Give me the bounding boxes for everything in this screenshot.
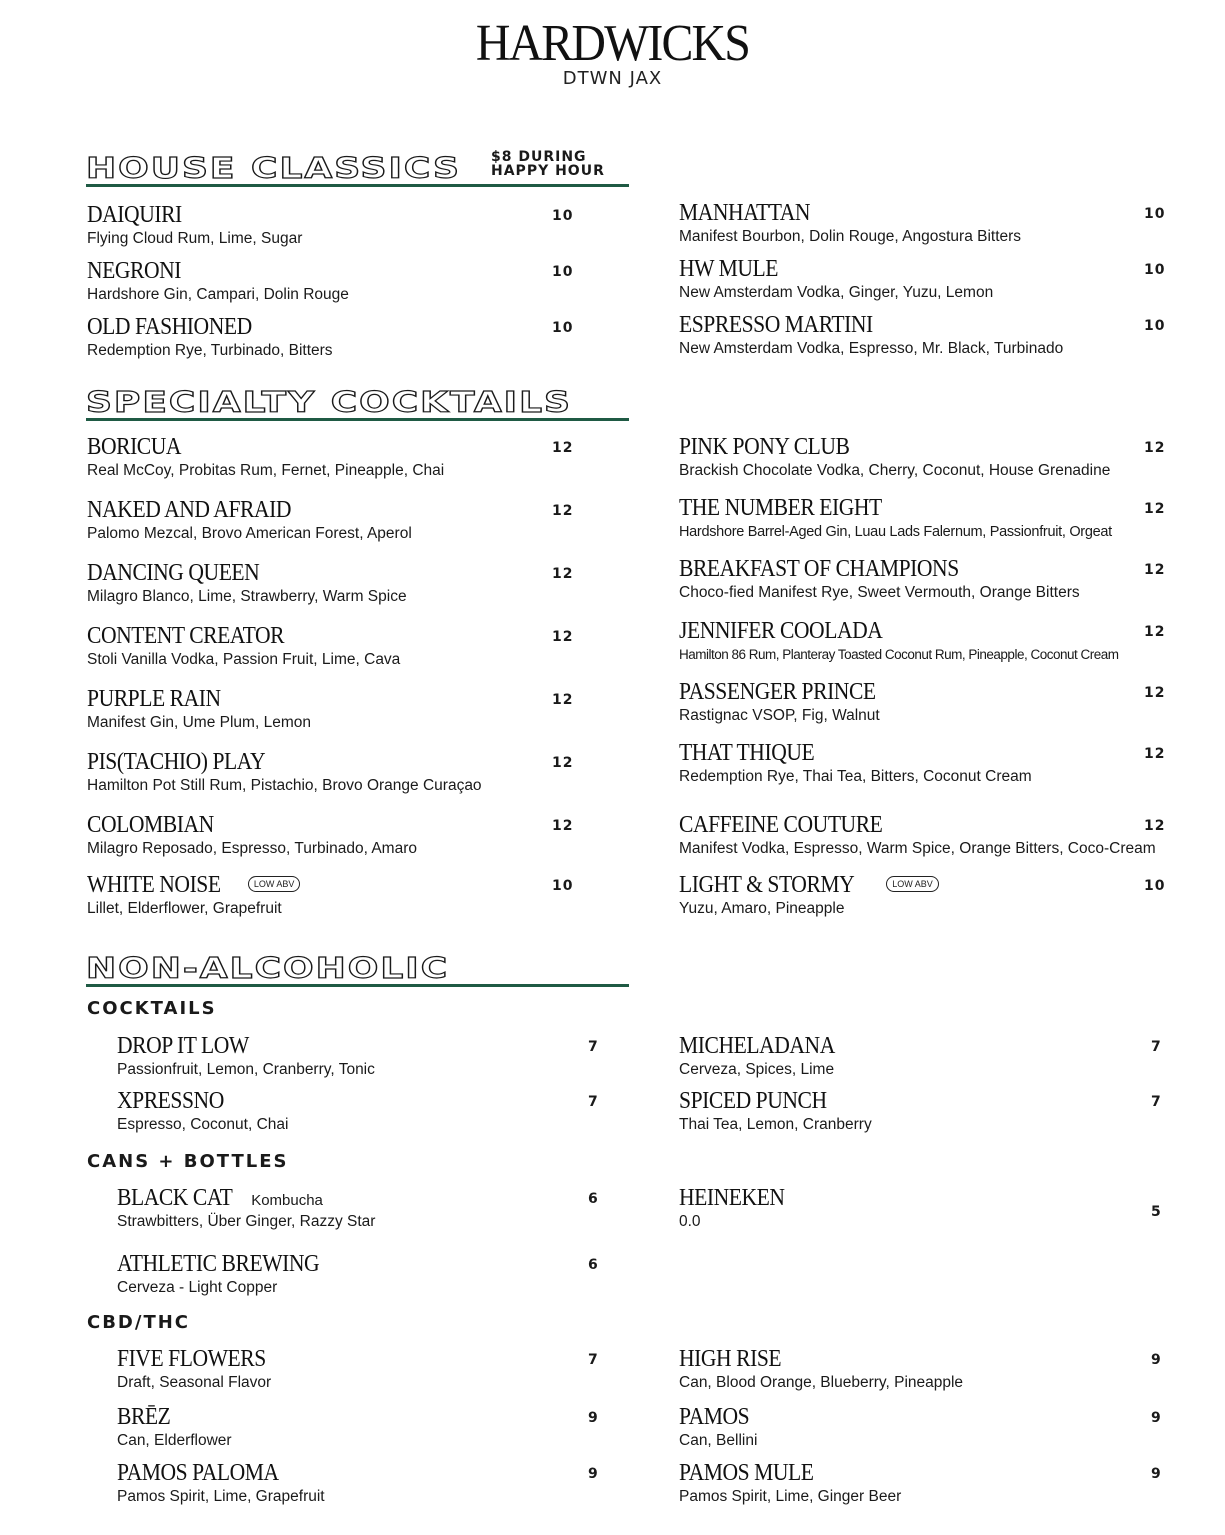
item-name: THE NUMBER EIGHT <box>679 495 882 521</box>
item-price: 10 <box>552 878 574 894</box>
item-name: LIGHT & STORMY <box>679 872 855 898</box>
item-description: Hardshore Gin, Campari, Dolin Rouge <box>87 286 349 303</box>
item-price: 9 <box>1151 1410 1162 1426</box>
item-name: PASSENGER PRINCE <box>679 679 876 705</box>
item-price: 12 <box>1144 501 1166 517</box>
happy-hour-note-line: $8 DURING <box>491 149 587 165</box>
item-name: FIVE FLOWERS <box>117 1346 266 1372</box>
item-price: 9 <box>588 1466 599 1482</box>
item-name: CONTENT CREATOR <box>87 623 285 649</box>
menu-item <box>117 1185 617 1232</box>
item-name: OLD FASHIONED <box>87 314 252 340</box>
item-description: Manifest Vodka, Espresso, Warm Spice, Orange Bitters, Coco-Cream <box>679 840 1156 857</box>
item-price: 12 <box>1144 562 1166 578</box>
happy-hour-note-line: HAPPY HOUR <box>491 163 605 179</box>
item-description: Brackish Chocolate Vodka, Cherry, Coconut, House Grenadine <box>679 462 1111 479</box>
item-name: PAMOS MULE <box>679 1460 814 1486</box>
item-description: Milagro Reposado, Espresso, Turbinado, Amaro <box>87 840 417 857</box>
item-name: PURPLE RAIN <box>87 686 221 712</box>
menu-item <box>679 1460 1179 1507</box>
menu-item <box>679 1346 1179 1393</box>
item-name: BREAKFAST OF CHAMPIONS <box>679 556 959 582</box>
house-classics-heading <box>86 146 629 187</box>
item-price: 12 <box>552 566 574 582</box>
item-name: NEGRONI <box>87 258 182 284</box>
item-price: 12 <box>1144 685 1166 701</box>
menu-item <box>87 202 587 249</box>
item-description: New Amsterdam Vodka, Ginger, Yuzu, Lemon <box>679 284 994 301</box>
brand-location: DTWN JAX <box>562 68 663 89</box>
menu-item <box>87 872 587 919</box>
item-price: 7 <box>1151 1094 1162 1110</box>
item-description: Redemption Rye, Turbinado, Bitters <box>87 342 333 359</box>
item-description: Cerveza, Spices, Lime <box>679 1061 835 1078</box>
menu-item <box>679 679 1179 726</box>
menu-item <box>679 495 1179 542</box>
item-name: MANHATTAN <box>679 200 811 226</box>
menu-item <box>679 256 1179 303</box>
item-name: WHITE NOISE <box>87 872 221 898</box>
menu-item <box>87 623 587 670</box>
menu-item <box>87 686 587 733</box>
brand-header <box>0 14 1225 89</box>
item-name: HEINEKEN <box>679 1185 785 1211</box>
item-price: 12 <box>552 440 574 456</box>
item-price: 12 <box>1144 818 1166 834</box>
item-description: 0.0 <box>679 1213 701 1230</box>
item-name: HIGH RISE <box>679 1346 782 1372</box>
menu-item <box>679 200 1179 247</box>
item-description: Choco-fied Manifest Rye, Sweet Vermouth, Orange Bitters <box>679 584 1080 601</box>
item-description: Passionfruit, Lemon, Cranberry, Tonic <box>117 1061 375 1078</box>
item-name: BLACK CAT <box>117 1185 233 1211</box>
item-name: PAMOS <box>679 1404 750 1430</box>
item-name: JENNIFER COOLADA <box>679 618 883 644</box>
menu-item <box>87 560 587 607</box>
item-price: 12 <box>552 503 574 519</box>
brand-name: HARDWICKS <box>475 15 750 72</box>
item-price: 12 <box>1144 440 1166 456</box>
menu-item <box>117 1460 617 1507</box>
item-price: 10 <box>552 320 574 336</box>
cbd-thc-subheading: CBD/THC <box>87 1312 190 1333</box>
item-name-row <box>117 1185 617 1211</box>
item-price: 10 <box>1144 206 1166 222</box>
item-description: Can, Blood Orange, Blueberry, Pineapple <box>679 1374 964 1391</box>
menu-item <box>87 812 587 859</box>
item-description: Redemption Rye, Thai Tea, Bitters, Coconut Cream <box>679 768 1032 785</box>
menu-item <box>679 812 1179 859</box>
item-description: Palomo Mezcal, Brovo American Forest, Aperol <box>87 525 412 542</box>
item-description: Rastignac VSOP, Fig, Walnut <box>679 707 880 724</box>
item-description: Pamos Spirit, Lime, Grapefruit <box>117 1488 325 1505</box>
item-description: Stoli Vanilla Vodka, Passion Fruit, Lime, Cava <box>87 651 401 668</box>
item-price: 5 <box>1151 1204 1162 1220</box>
item-name: PINK PONY CLUB <box>679 434 850 460</box>
section-title: HOUSE CLASSICS <box>86 152 461 185</box>
item-name: DANCING QUEEN <box>87 560 260 586</box>
item-name: NAKED AND AFRAID <box>87 497 292 523</box>
item-price: 10 <box>1144 878 1166 894</box>
item-description: Hamilton 86 Rum, Planteray Toasted Coconut Rum, Pineapple, Coconut Cream <box>679 647 1119 662</box>
menu-item <box>679 556 1179 603</box>
item-description: Cerveza - Light Copper <box>117 1279 278 1296</box>
menu-item <box>87 749 587 796</box>
item-name: SPICED PUNCH <box>679 1088 827 1114</box>
item-description: Lillet, Elderflower, Grapefruit <box>87 900 282 917</box>
low-abv-badge: LOW ABV <box>248 876 301 892</box>
item-description: Espresso, Coconut, Chai <box>117 1116 289 1133</box>
item-name: DROP IT LOW <box>117 1033 249 1059</box>
menu-item <box>679 1088 1179 1135</box>
cans-bottles-subheading: CANS + BOTTLES <box>87 1151 289 1172</box>
item-description: Hamilton Pot Still Rum, Pistachio, Brovo Orange Curaçao <box>87 777 482 794</box>
item-name: CAFFEINE COUTURE <box>679 812 883 838</box>
item-price: 12 <box>1144 624 1166 640</box>
cocktails-subheading: COCKTAILS <box>87 998 217 1019</box>
item-price: 9 <box>1151 1352 1162 1368</box>
item-description: Milagro Blanco, Lime, Strawberry, Warm Spice <box>87 588 407 605</box>
low-abv-badge: LOW ABV <box>886 876 939 892</box>
item-name: THAT THIQUE <box>679 740 815 766</box>
item-price: 6 <box>588 1257 599 1273</box>
item-description: Yuzu, Amaro, Pineapple <box>679 900 845 917</box>
item-price: 9 <box>588 1410 599 1426</box>
menu-item <box>679 1033 1179 1080</box>
menu-item <box>117 1404 617 1451</box>
menu-item <box>87 434 587 481</box>
item-price: 7 <box>588 1039 599 1055</box>
item-price: 10 <box>552 208 574 224</box>
item-description: Can, Elderflower <box>117 1432 232 1449</box>
item-description: New Amsterdam Vodka, Espresso, Mr. Black, Turbinado <box>679 340 1064 357</box>
item-name: HW MULE <box>679 256 779 282</box>
menu-item <box>679 618 1179 665</box>
item-description: Can, Bellini <box>679 1432 758 1449</box>
non-alcoholic-heading <box>86 946 629 987</box>
menu-item <box>117 1033 617 1080</box>
item-price: 7 <box>588 1094 599 1110</box>
item-name: XPRESSNO <box>117 1088 224 1114</box>
menu-item <box>87 497 587 544</box>
menu-item <box>679 434 1179 481</box>
item-price: 7 <box>588 1352 599 1368</box>
item-name: BORICUA <box>87 434 182 460</box>
item-price: 10 <box>1144 318 1166 334</box>
item-name: COLOMBIAN <box>87 812 214 838</box>
item-description: Draft, Seasonal Flavor <box>117 1374 272 1391</box>
menu-item <box>679 1185 1179 1232</box>
menu-item <box>679 312 1179 359</box>
menu-item <box>679 872 1179 919</box>
item-price: 10 <box>552 264 574 280</box>
menu-item <box>117 1088 617 1135</box>
item-price: 7 <box>1151 1039 1162 1055</box>
item-name: PIS(TACHIO) PLAY <box>87 749 266 775</box>
item-name-row <box>87 872 587 898</box>
item-price: 12 <box>552 629 574 645</box>
item-price: 9 <box>1151 1466 1162 1482</box>
item-price: 12 <box>552 818 574 834</box>
item-description: Flying Cloud Rum, Lime, Sugar <box>87 230 303 247</box>
item-name: BRĒZ <box>117 1404 171 1430</box>
happy-hour-note <box>491 150 605 178</box>
item-description: Real McCoy, Probitas Rum, Fernet, Pineapple, Chai <box>87 462 445 479</box>
item-description: Manifest Bourbon, Dolin Rouge, Angostura Bitters <box>679 228 1022 245</box>
item-description: Thai Tea, Lemon, Cranberry <box>679 1116 872 1133</box>
item-name: DAIQUIRI <box>87 202 182 228</box>
item-price: 6 <box>588 1191 599 1207</box>
item-description: Manifest Gin, Ume Plum, Lemon <box>87 714 311 731</box>
item-description: Pamos Spirit, Lime, Ginger Beer <box>679 1488 902 1505</box>
item-name: ESPRESSO MARTINI <box>679 312 873 338</box>
menu-item <box>679 740 1179 787</box>
menu-item <box>87 258 587 305</box>
item-name: ATHLETIC BREWING <box>117 1251 320 1277</box>
item-price: 12 <box>552 692 574 708</box>
item-price: 12 <box>552 755 574 771</box>
specialty-cocktails-heading <box>86 380 629 421</box>
item-name: MICHELADANA <box>679 1033 835 1059</box>
menu-item <box>87 314 587 361</box>
item-description: Hardshore Barrel-Aged Gin, Luau Lads Falernum, Passionfruit, Orgeat <box>679 524 1112 540</box>
item-price: 12 <box>1144 746 1166 762</box>
item-name-row <box>679 872 1179 898</box>
item-price: 10 <box>1144 262 1166 278</box>
menu-item <box>117 1251 617 1298</box>
item-description: Strawbitters, Über Ginger, Razzy Star <box>117 1213 376 1230</box>
item-name-suffix: Kombucha <box>251 1192 323 1209</box>
section-title: NON-ALCOHOLIC <box>86 952 450 985</box>
item-name: PAMOS PALOMA <box>117 1460 279 1486</box>
menu-item <box>679 1404 1179 1451</box>
menu-item <box>117 1346 617 1393</box>
section-title: SPECIALTY COCKTAILS <box>86 386 572 419</box>
